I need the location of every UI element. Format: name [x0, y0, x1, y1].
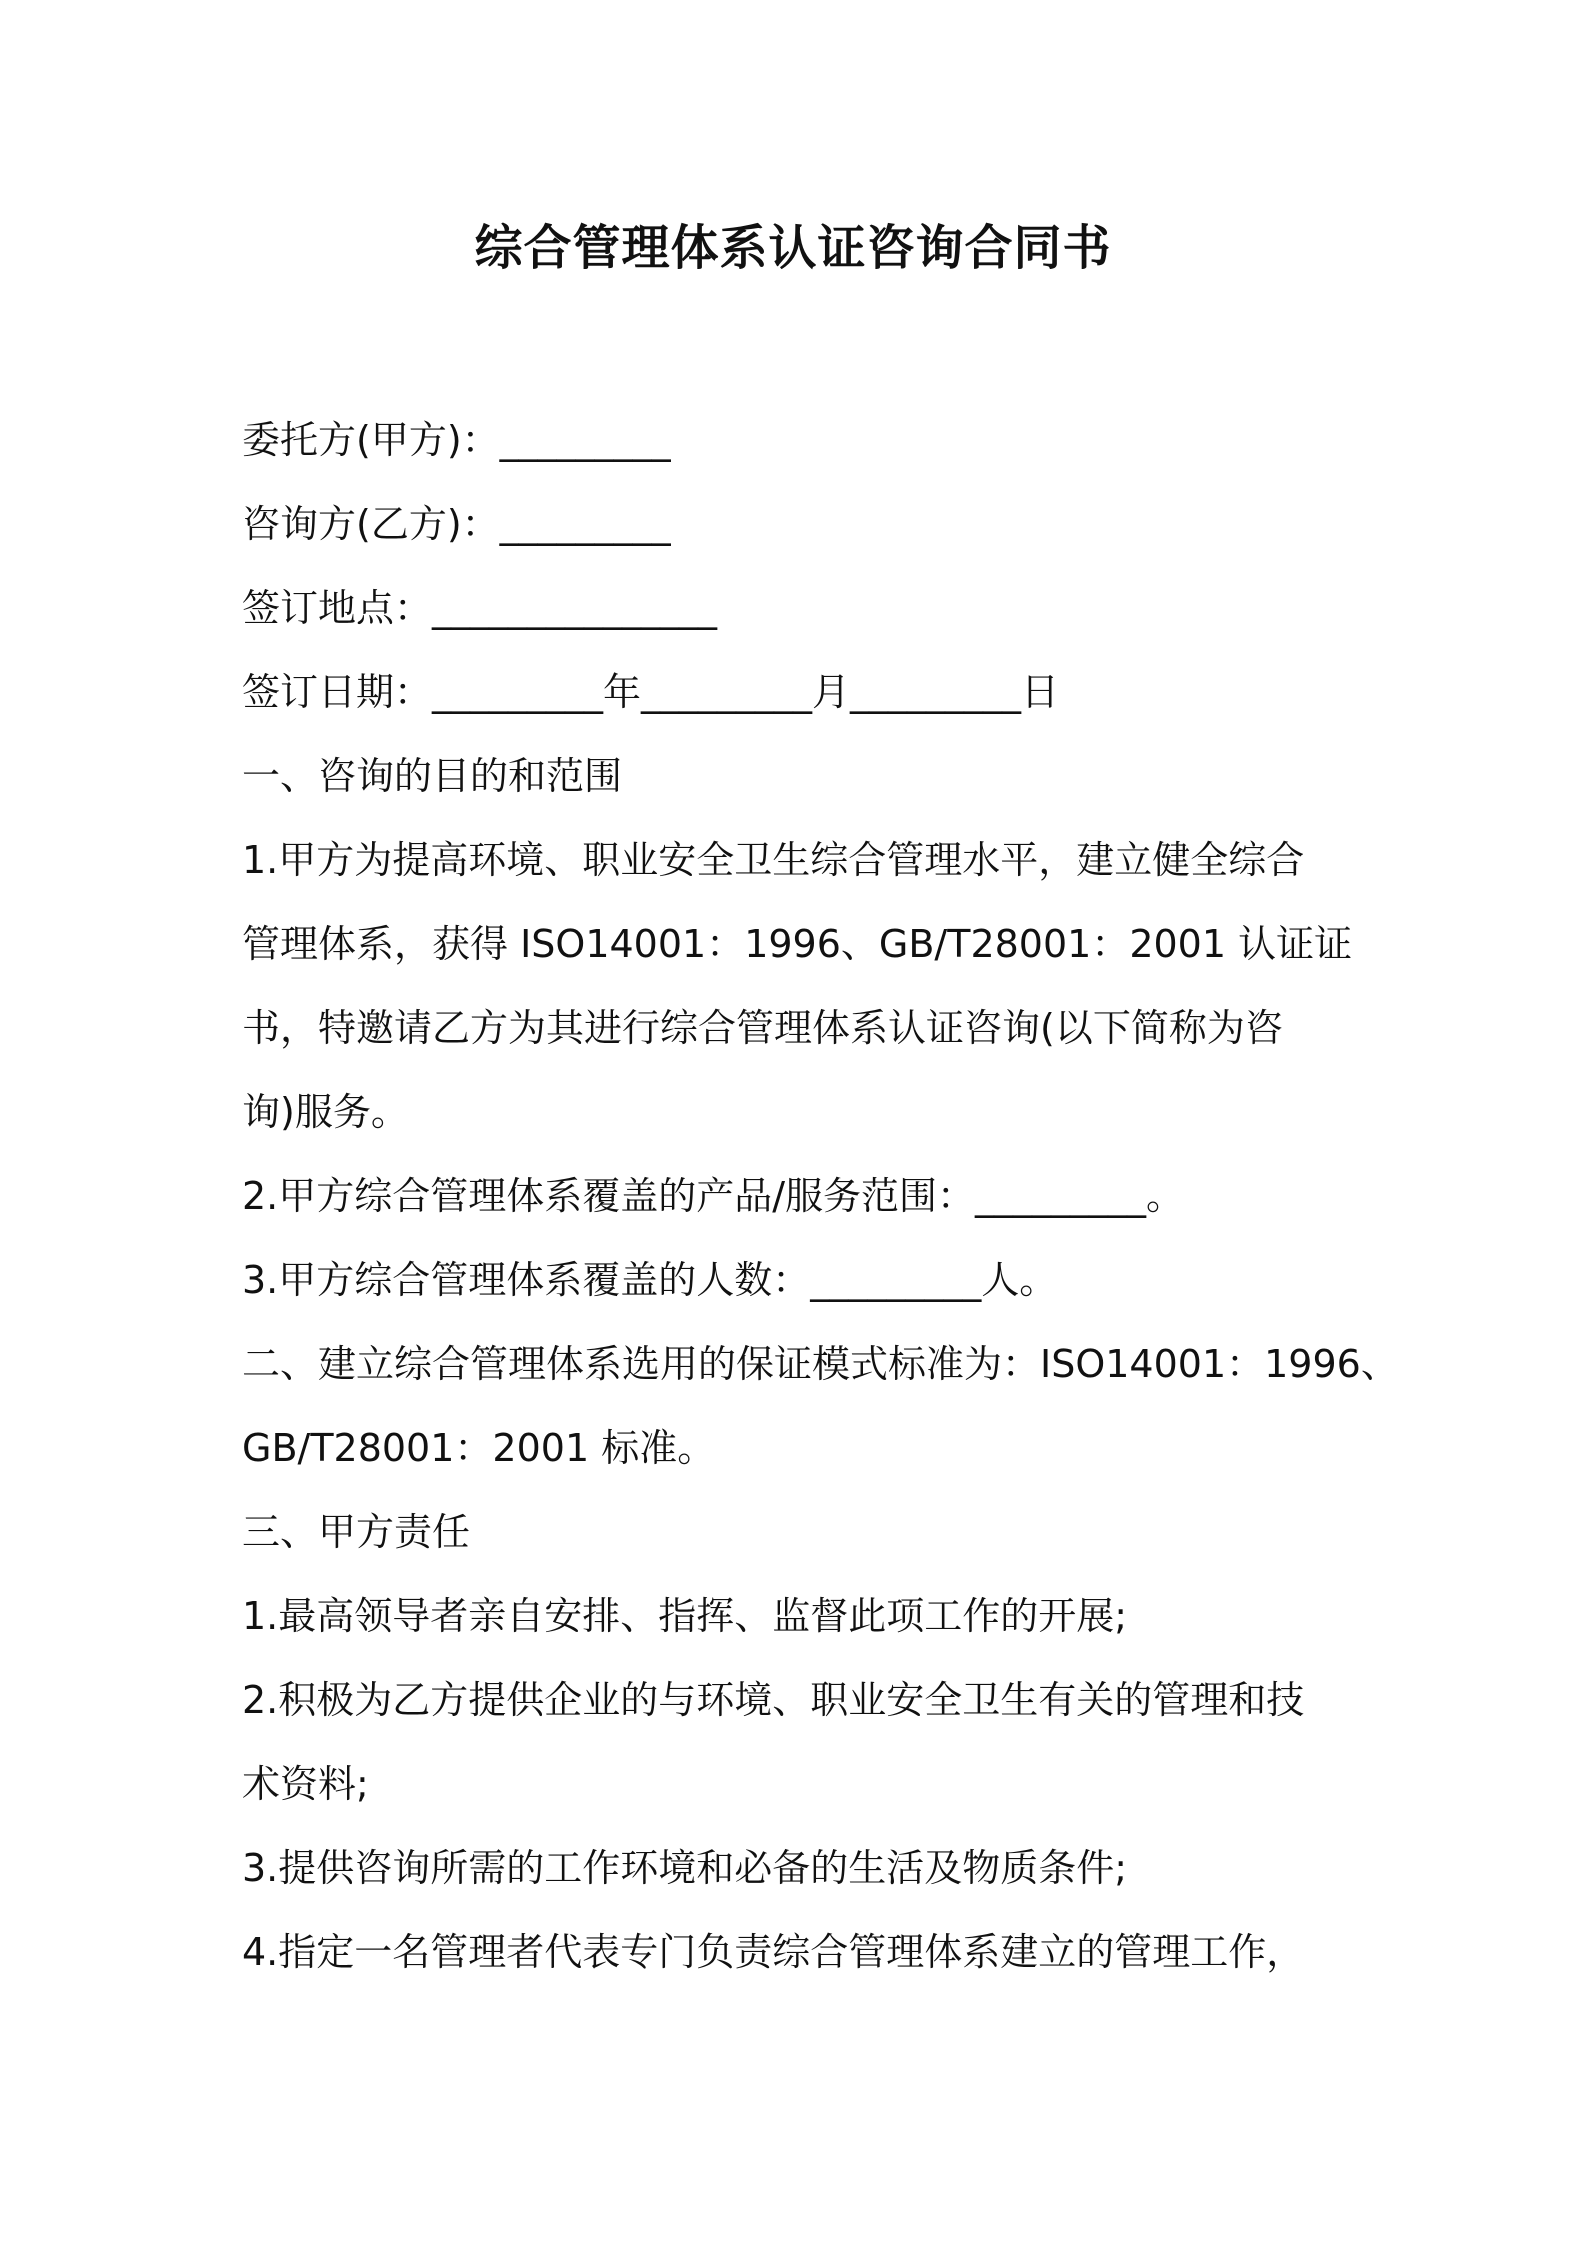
paragraph-line: 管理体系，获得 ISO14001：1996、GB/T28001：2001 认证证 [242, 922, 1353, 966]
party-b-line: 咨询方(乙方)：_________ [242, 502, 671, 546]
document-title: 综合管理体系认证咨询合同书 [474, 220, 1112, 276]
paragraph-line: 术资料; [242, 1762, 369, 1806]
paragraph-line: 1.最高领导者亲自安排、指挥、监督此项工作的开展; [242, 1594, 1128, 1638]
document-body [242, 398, 1399, 1994]
paragraph-line: 2.甲方综合管理体系覆盖的产品/服务范围：_________。 [242, 1174, 1185, 1218]
paragraph-line: 3.甲方综合管理体系覆盖的人数：_________人。 [242, 1258, 1058, 1302]
section-heading: 二、建立综合管理体系选用的保证模式标准为：ISO14001：1996、 [242, 1342, 1399, 1386]
paragraph-line: 2.积极为乙方提供企业的与环境、职业安全卫生有关的管理和技 [242, 1678, 1305, 1722]
paragraph-line: 3.提供咨询所需的工作环境和必备的生活及物质条件; [242, 1846, 1128, 1890]
party-a-line: 委托方(甲方)：_________ [242, 418, 671, 462]
paragraph-line: 书，特邀请乙方为其进行综合管理体系认证咨询(以下简称为咨 [242, 1006, 1283, 1050]
signing-place-line: 签订地点：_______________ [242, 586, 718, 630]
paragraph-line: GB/T28001：2001 标准。 [242, 1426, 716, 1470]
paragraph-line: 询)服务。 [242, 1090, 409, 1134]
paragraph-line: 4.指定一名管理者代表专门负责综合管理体系建立的管理工作， [242, 1930, 1305, 1974]
signing-date-line: 签订日期：_________年_________月_________日 [242, 670, 1060, 714]
section-heading: 一、咨询的目的和范围 [242, 754, 623, 798]
paragraph-line: 1.甲方为提高环境、职业安全卫生综合管理水平，建立健全综合 [242, 838, 1305, 882]
section-heading: 三、甲方责任 [242, 1510, 471, 1554]
